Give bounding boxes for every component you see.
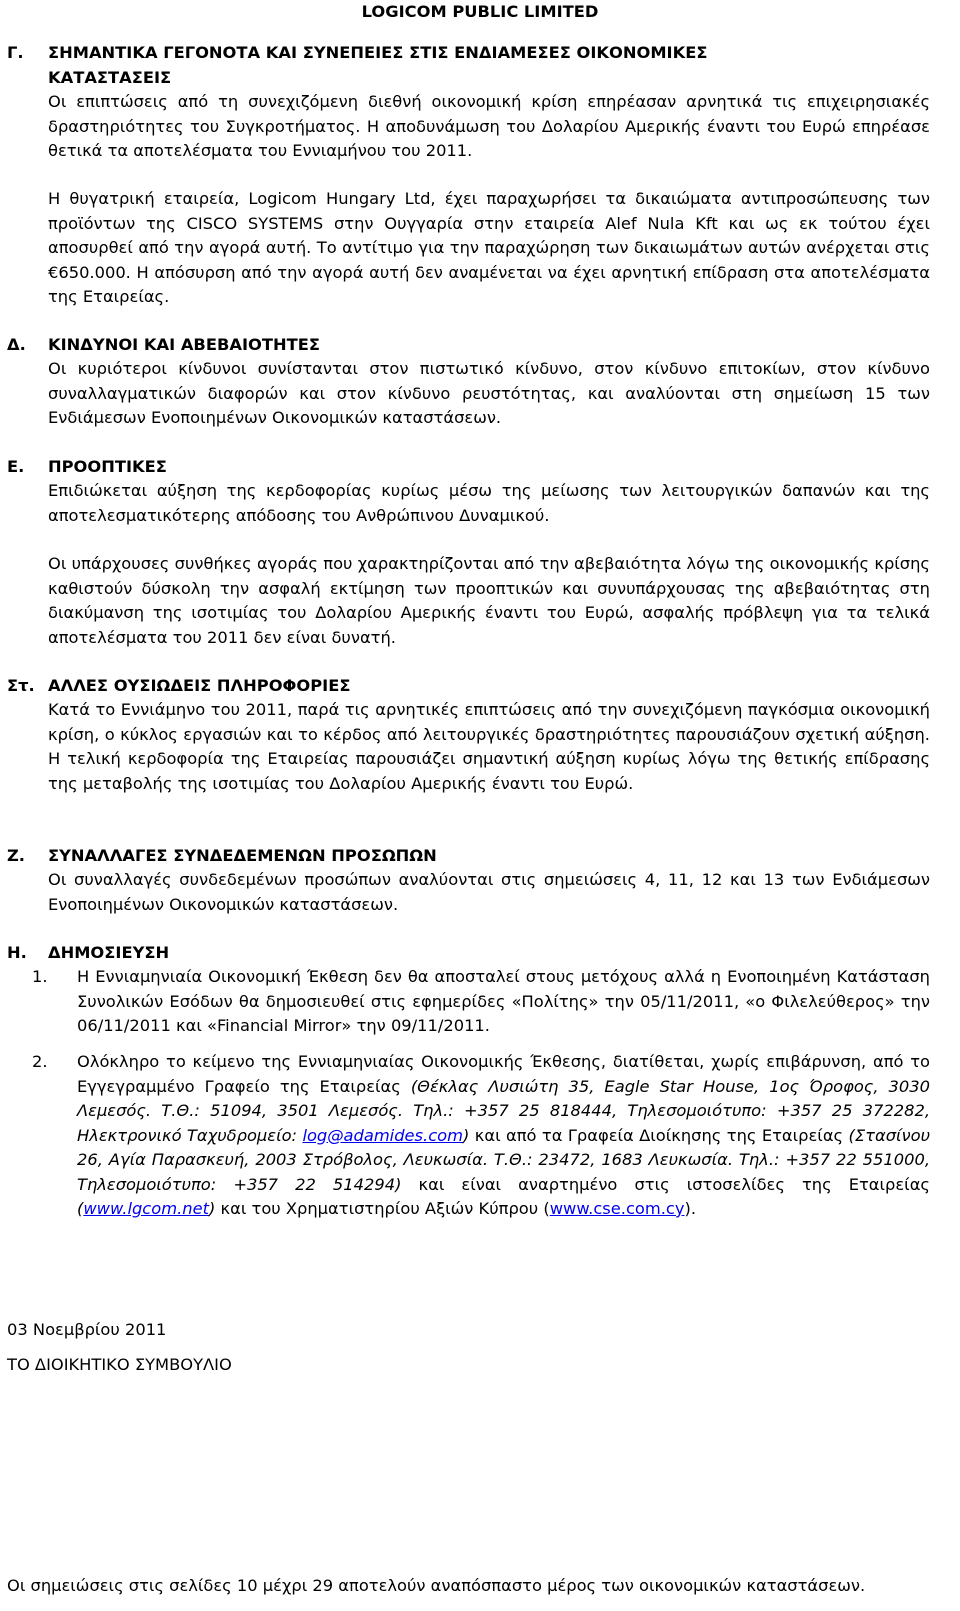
- list-item-1-text: Η Εννιαμηνιαία Οικονομική Έκθεση δεν θα αποσταλεί στους μετόχους αλλά η Ενοποιημένη Κατάσταση Συνολικών Εσόδων θα δημοσιευθεί στις εφημερίδες «Πολίτης» την 05/11/2011, «ο Φιλελεύθερος» την 06/11/2011 και «Financial Mirror» την 09/11/2011.: [77, 967, 930, 1035]
- section-e-paragraph-2: Οι υπάρχουσες συνθήκες αγοράς που χαρακτηρίζονται από την αβεβαιότητα λόγω της οικονομικής κρίσης καθιστούν δύσκολη την ασφαλή εκτίμηση των προοπτικών και συνυπάρχουσας της αβεβαιότητας στη διακύμανση της ισοτιμίας του Δολαρίου Αμερικής έναντι του Ευρώ, ασφαλής πρόβλεψη για τα τελικά αποτελέσματα του 2011 δεν είναι δυνατή.: [48, 554, 930, 647]
- item-2-intro: Ολόκληρο το κείμενο της Εννιαμηνιαίας Οικονομικής Έκθεσης, διατίθεται, χωρίς επιβάρυνση, από το Εγγεγραμμένο Γραφείο της Εταιρείας: [77, 1052, 930, 1096]
- head-office-address: (Στασίνου 26, Αγία Παρασκευή, 2003 Στρόβολος, Λευκωσία. Τ.Θ.: 23472, 1683 Λευκωσία. Τηλ.: +357 22 551000, Τηλεσομοιότυπο: +357 22 514294): [77, 1125, 930, 1194]
- document-date: 03 Νοεμβρίου 2011: [7, 1320, 167, 1339]
- footer-note: Οι σημειώσεις στις σελίδες 10 μέχρι 29 αποτελούν αναπόσπαστο μέρος των οικονομικών καταστάσεων.: [7, 1576, 866, 1595]
- web-open-paren: (: [77, 1199, 84, 1218]
- address-close-paren: ): [463, 1125, 470, 1145]
- section-e-label: Ε.: [7, 457, 25, 476]
- section-g-paragraph-2: Η θυγατρική εταιρεία, Logicom Hungary Ltd, έχει παραχωρήσει τα δικαιώματα αντιπροσώπευσης των προϊόντων της CISCO SYSTEMS στην Ουγγαρία στην εταιρεία Alef Nula Kft και ως εκ τούτου έχει αποσυρθεί από την αγορά αυτή. Το αντίτιμο για την παραχώρηση των δικαιωμάτων αυτών ανέρχεται στις €650.000. Η απόσυρση από την αγορά αυτή δεν αναμένεται να έχει αρνητική επίδραση στα αποτελέσματα της Εταιρείας.: [48, 189, 930, 306]
- section-d-label: Δ.: [7, 335, 26, 354]
- company-website-link[interactable]: www.lgcom.net: [83, 1199, 209, 1218]
- exchange-website-link[interactable]: www.cse.com.cy: [549, 1199, 685, 1218]
- section-e-heading: ΠΡΟΟΠΤΙΚΕΣ: [48, 457, 167, 476]
- item-2-end: ).: [684, 1199, 697, 1218]
- section-d-paragraph-1: Οι κυριότεροι κίνδυνοι συνίστανται στον πιστωτικό κίνδυνο, στον κίνδυνο επιτοκίων, στον κίνδυνο συναλλαγματικών διαφορών και στον κίνδυνο ρευστότητας, και αναλύονται στη σημείωση 15 των Ενδιάμεσων Ενοποιημένων Οικονομικών καταστάσεων.: [48, 359, 930, 427]
- section-st-heading: ΑΛΛΕΣ ΟΥΣΙΩΔΕΙΣ ΠΛΗΡΟΦΟΡΙΕΣ: [48, 676, 351, 695]
- section-h-label: Η.: [7, 943, 27, 962]
- item-2-exchange-text: και του Χρηματιστηρίου Αξιών Κύπρου (: [215, 1199, 550, 1218]
- section-g-heading: ΣΗΜΑΝΤΙΚΑ ΓΕΓΟΝΟΤΑ ΚΑΙ ΣΥΝΕΠΕΙΕΣ ΣΤΙΣ ΕΝΔΙΑΜΕΣΕΣ ΟΙΚΟΝΟΜΙΚΕΣ ΚΑΤΑΣΤΑΣΕΙΣ: [48, 43, 708, 87]
- section-st-label: Στ.: [7, 676, 35, 695]
- section-d-heading: ΚΙΝΔΥΝΟΙ ΚΑΙ ΑΒΕΒΑΙΟΤΗΤΕΣ: [48, 335, 320, 354]
- section-st-paragraph-1: Κατά το Εννιάμηνο του 2011, παρά τις αρνητικές επιπτώσεις από την συνεχιζόμενη παγκόσμια οικονομική κρίση, ο κύκλος εργασιών και το κέρδος από λειτουργικές δραστηριότητες παρουσιάζουν σχετική αύξηση. Η τελική κερδοφορία της Εταιρείας παρουσιάζει σημαντική αύξηση κυρίως λόγω της θετικής επίδρασης της μεταβολής της ισοτιμίας του Δολαρίου Αμερικής έναντι του Ευρώ.: [48, 700, 930, 793]
- section-z-heading: ΣΥΝΑΛΛΑΓΕΣ ΣΥΝΔΕΔΕΜΕΝΩΝ ΠΡΟΣΩΠΩΝ: [48, 846, 437, 865]
- section-e-paragraph-1: Επιδιώκεται αύξηση της κερδοφορίας κυρίως μέσω της μείωσης των λειτουργικών δαπανών και της αποτελεσματικότερης απόδοσης του Ανθρώπινου Δυναμικού.: [48, 481, 930, 525]
- email-link[interactable]: log@adamides.com: [302, 1125, 463, 1145]
- web-close-paren: ): [208, 1199, 216, 1218]
- list-item-1-number: 1.: [32, 967, 48, 986]
- page-title: LOGICOM PUBLIC LIMITED: [361, 2, 599, 21]
- list-item-2-text: [77, 1050, 930, 1222]
- item-2-middle: και από τα Γραφεία Διοίκησης της Εταιρείας: [469, 1125, 849, 1145]
- registered-office-address: (Θέκλας Λυσιώτη 35, Eagle Star House, 1ος Όροφος, 3030 Λεμεσός. Τ.Θ.: 51094, 3501 Λεμεσός. Τηλ.: +357 25 818444, Τηλεσομοιότυπο: +357 25 372282, Ηλεκτρονικό Ταχυδρομείο:: [77, 1076, 930, 1145]
- item-2-websites-intro: και είναι αναρτημένο στις ιστοσελίδες της Εταιρείας: [401, 1174, 930, 1194]
- section-z-label: Ζ.: [7, 846, 25, 865]
- section-z-paragraph-1: Οι συναλλαγές συνδεδεμένων προσώπων αναλύονται στις σημειώσεις 4, 11, 12 και 13 των Ενδιάμεσων Ενοποιημένων Οικονομικών καταστάσεων.: [48, 870, 930, 914]
- section-h-heading: ΔΗΜΟΣΙΕΥΣΗ: [48, 943, 170, 962]
- section-g-paragraph-1: Οι επιπτώσεις από τη συνεχιζόμενη διεθνή οικονομική κρίση επηρέασαν αρνητικά τις επιχειρησιακές δραστηριότητες του Συγκροτήματος. Η αποδυνάμωση του Δολαρίου Αμερικής έναντι του Ευρώ επηρέασε θετικά τα αποτελέσματα του Εννιαμήνου του 2011.: [48, 92, 930, 160]
- section-g-label: Γ.: [7, 43, 24, 62]
- list-item-2-number: 2.: [32, 1052, 48, 1071]
- signatory: ΤΟ ΔΙΟΙΚΗΤΙΚΟ ΣΥΜΒΟΥΛΙΟ: [7, 1355, 232, 1374]
